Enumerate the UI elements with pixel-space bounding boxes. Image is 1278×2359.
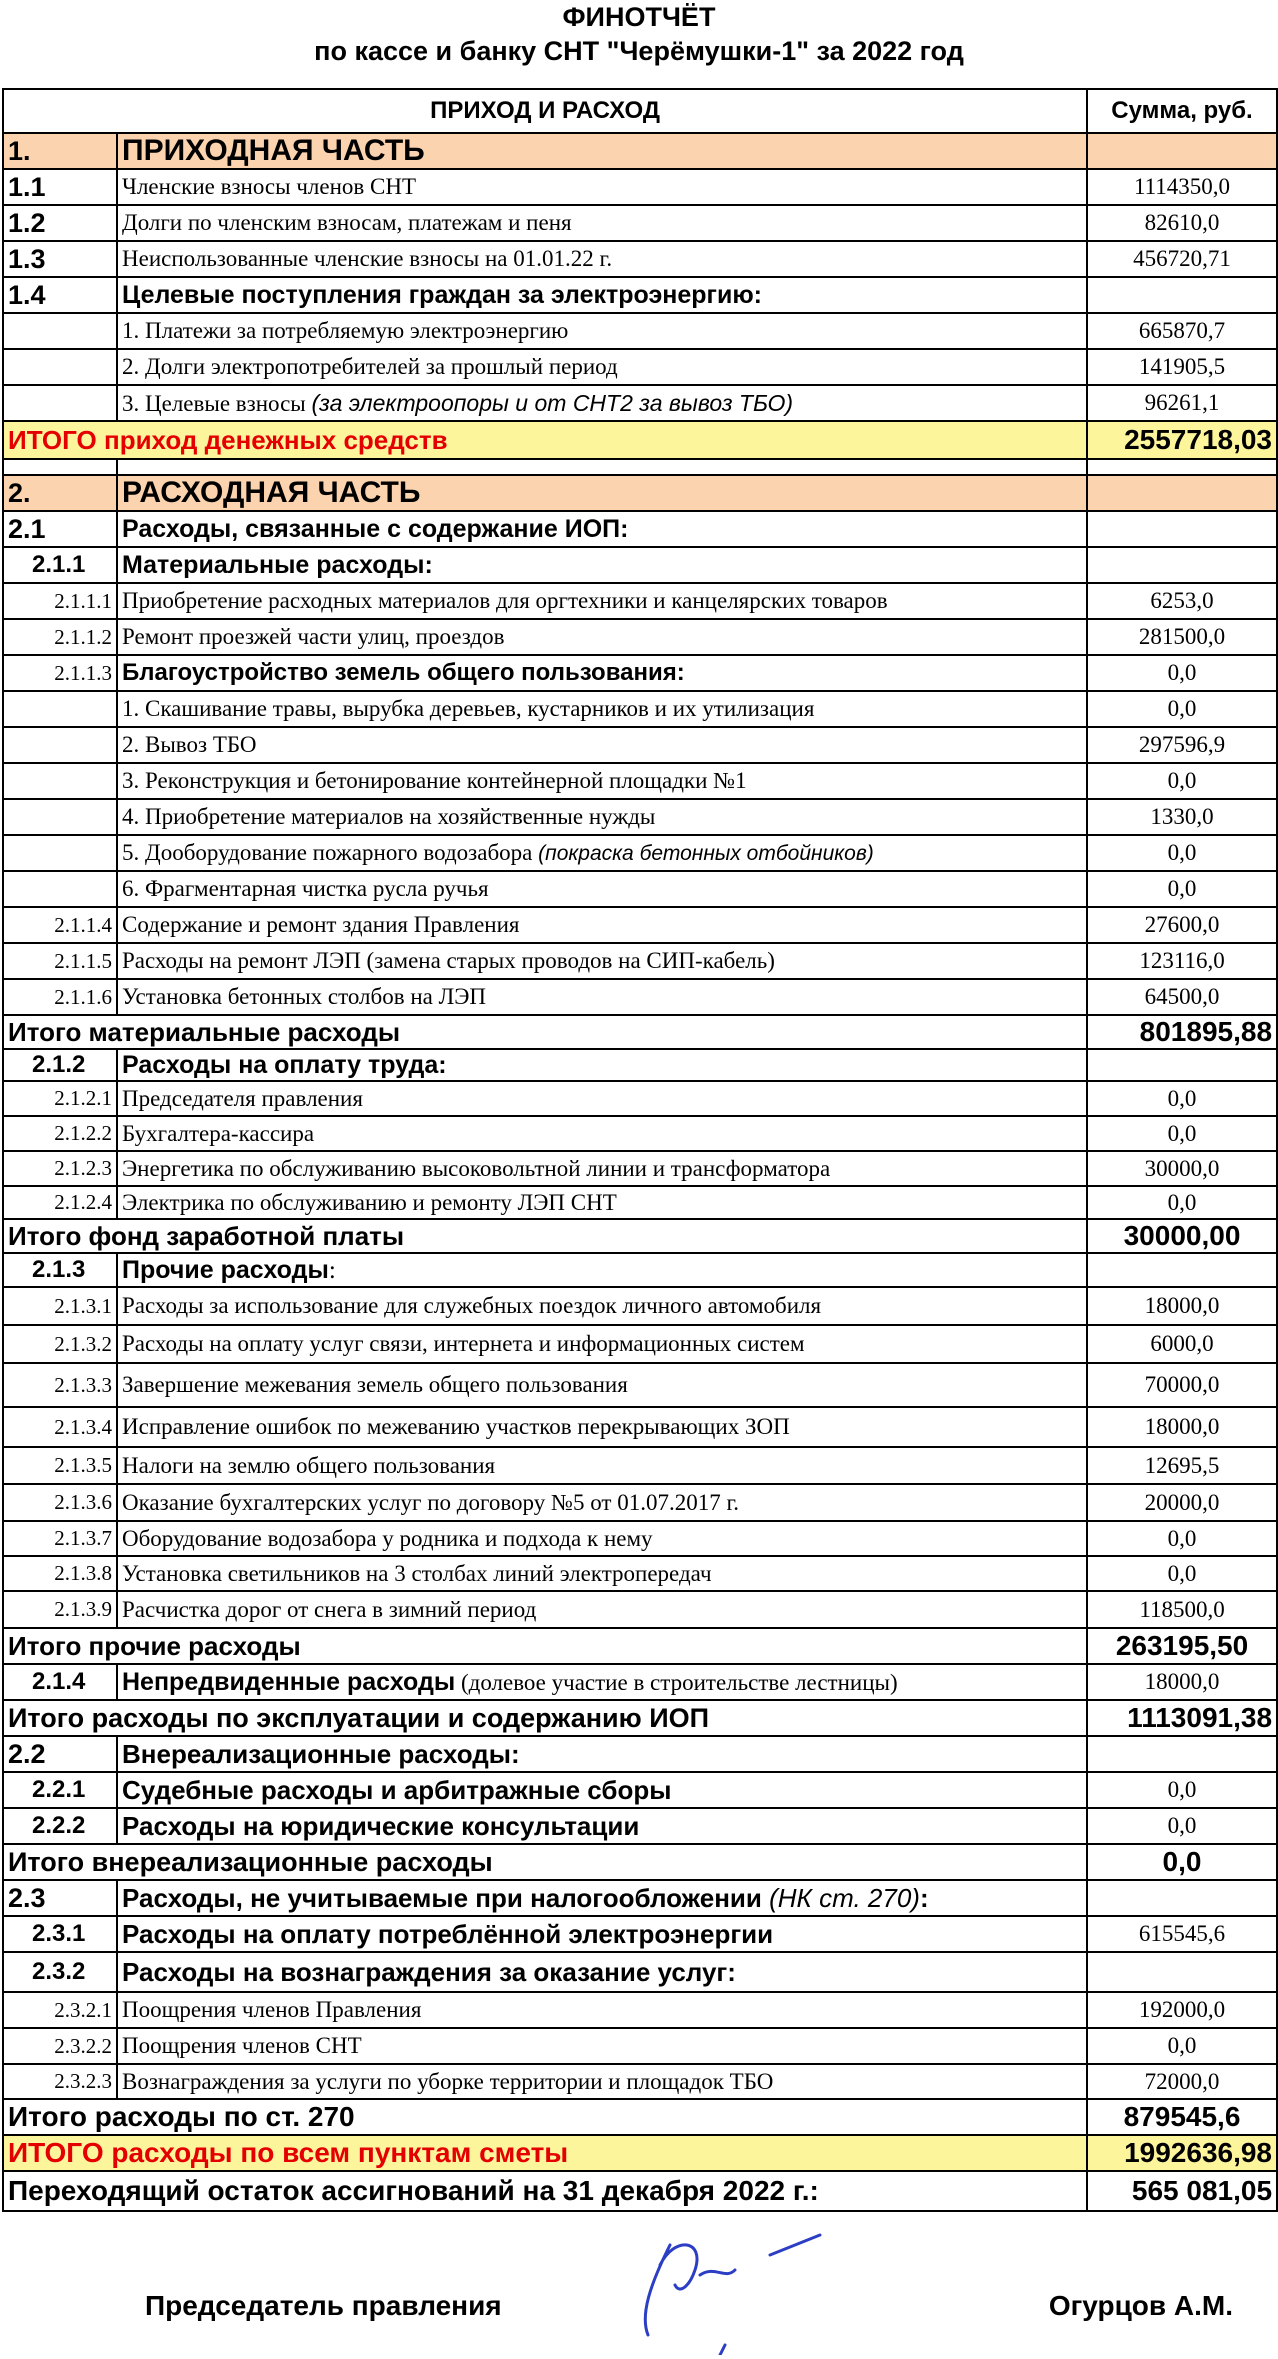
row-code: 2.1.2.1 [3, 1081, 117, 1116]
header-sum: Сумма, руб. [1087, 89, 1277, 133]
table-row [3, 1591, 1277, 1628]
table-row [3, 1664, 1277, 1700]
table-row [3, 547, 1277, 583]
row-label: Целевые поступления граждан за электроэнергию: [117, 277, 1087, 313]
row-code: 2.1.1.5 [3, 943, 117, 979]
row-label: Расходы на вознаграждения за оказание услуг: [117, 1952, 1087, 1992]
row-code: 2.1.3.3 [3, 1363, 117, 1407]
row-value: 18000,0 [1087, 1664, 1277, 1700]
row-label: Расходы на юридические консультации [117, 1808, 1087, 1844]
row-label: Расходы на оплату труда: [117, 1049, 1087, 1081]
row-label: Содержание и ремонт здания Правления [117, 907, 1087, 943]
row-note: (покраска бетонных отбойников) [538, 842, 874, 865]
row-value: 0,0 [1087, 655, 1277, 691]
table-row [3, 1772, 1277, 1808]
subtotal-value: 263195,50 [1087, 1628, 1277, 1664]
row-code: 2.2.1 [3, 1772, 117, 1808]
balance-row [3, 2171, 1277, 2211]
row-label: Оборудование водозабора у родника и подхода к нему [117, 1521, 1087, 1556]
subtotal-value: 801895,88 [1087, 1015, 1277, 1049]
row-value: 6000,0 [1087, 1325, 1277, 1363]
table-row [3, 1992, 1277, 2028]
row-value: 20000,0 [1087, 1484, 1277, 1521]
row-label: Бухгалтера-кассира [117, 1116, 1087, 1151]
row-label: Расходы на оплату потреблённой электроэнергии [117, 1916, 1087, 1952]
row-label: Налоги на землю общего пользования [117, 1447, 1087, 1484]
table-row [3, 1808, 1277, 1844]
row-label: Завершение межевания земель общего пользования [117, 1363, 1087, 1407]
row-code: 2.1.3.9 [3, 1591, 117, 1628]
row-code: 2.1.3.7 [3, 1521, 117, 1556]
row-label: Исправление ошибок по межеванию участков перекрывающих ЗОП [117, 1407, 1087, 1447]
row-label: 1. Скашивание травы, вырубка деревьев, кустарников и их утилизация [117, 691, 1087, 727]
section-income [3, 133, 1277, 169]
row-label: 1. Платежи за потребляемую электроэнергию [117, 313, 1087, 349]
subtotal-row [3, 1219, 1277, 1253]
row-value: 96261,1 [1087, 385, 1277, 421]
table-row [3, 1186, 1277, 1219]
row-code: 1.1 [3, 169, 117, 205]
row-code: 2.3.1 [3, 1916, 117, 1952]
row-code: 2.1.2.3 [3, 1151, 117, 1186]
row-code: 2.2.2 [3, 1808, 117, 1844]
row-code: 2.3.2.2 [3, 2028, 117, 2064]
row-label: 4. Приобретение материалов на хозяйственные нужды [117, 799, 1087, 835]
table-row [3, 583, 1277, 619]
row-label: Оказание бухгалтерских услуг по договору №5 от 01.07.2017 г. [117, 1484, 1087, 1521]
row-label: Ремонт проезжей части улиц, проездов [117, 619, 1087, 655]
table-row [3, 907, 1277, 943]
balance-value: 565 081,05 [1087, 2171, 1277, 2211]
row-value: 0,0 [1087, 1556, 1277, 1591]
row-label: Расходы на оплату услуг связи, интернета и информационных систем [117, 1325, 1087, 1363]
subtotal-label: Итого расходы по эксплуатации и содержанию ИОП [3, 1700, 1087, 1736]
table-row [3, 979, 1277, 1015]
chairman-title: Председатель правления [145, 2290, 502, 2321]
table-row [3, 511, 1277, 547]
expense-total-row [3, 2135, 1277, 2171]
row-value: 30000,0 [1087, 1151, 1277, 1186]
row-code: 2.1.2 [3, 1049, 117, 1081]
balance-label: Переходящий остаток ассигнований на 31 декабря 2022 г.: [3, 2171, 1087, 2211]
income-total-value: 2557718,03 [1087, 421, 1277, 459]
row-label: Электрика по обслуживанию и ремонту ЛЭП СНТ [117, 1186, 1087, 1219]
table-row [3, 1407, 1277, 1447]
row-label: Неиспользованные членские взносы на 01.01.22 г. [117, 241, 1087, 277]
row-label-text: 5. Дооборудование пожарного водозабора [122, 840, 539, 865]
row-code: 1.3 [3, 241, 117, 277]
row-code: 2.1.3.1 [3, 1287, 117, 1325]
row-value: 0,0 [1087, 835, 1277, 871]
row-label: Энергетика по обслуживанию высоковольтной линии и трансформатора [117, 1151, 1087, 1186]
row-label: 6. Фрагментарная чистка русла ручья [117, 871, 1087, 907]
table-row [3, 1253, 1277, 1287]
table-row [3, 655, 1277, 691]
row-value: 118500,0 [1087, 1591, 1277, 1628]
report-title: ФИНОТЧЁТ [562, 2, 716, 32]
finance-table [2, 88, 1278, 2212]
row-label: Расходы, связанные с содержание ИОП: [117, 511, 1087, 547]
row-label [117, 385, 1087, 421]
subtotal-row [3, 1628, 1277, 1664]
table-row [3, 1116, 1277, 1151]
row-code: 2.3.2.1 [3, 1992, 117, 2028]
subtotal-row [3, 1844, 1277, 1880]
row-label: Расчистка дорог от снега в зимний период [117, 1591, 1087, 1628]
table-row [3, 2064, 1277, 2099]
spacer-row [3, 459, 1277, 475]
chairman-name: Огурцов А.М. [1048, 2290, 1233, 2321]
table-row [3, 1447, 1277, 1484]
income-total-row [3, 421, 1277, 459]
row-code: 2.1.1.2 [3, 619, 117, 655]
row-value: 72000,0 [1087, 2064, 1277, 2099]
table-row [3, 1556, 1277, 1591]
income-total-label: ИТОГО приход денежных средств [3, 421, 1087, 459]
row-code: 2.1.2.2 [3, 1116, 117, 1151]
section-code: 2. [3, 475, 117, 511]
row-code: 2.3.2.3 [3, 2064, 117, 2099]
row-value: 0,0 [1087, 1521, 1277, 1556]
subtotal-row [3, 1015, 1277, 1049]
table-row [3, 385, 1277, 421]
expense-total-value: 1992636,98 [1087, 2135, 1277, 2171]
row-code: 2.1.1.3 [3, 655, 117, 691]
row-label: Внереализационные расходы: [117, 1736, 1087, 1772]
row-label: Установка светильников на 3 столбах линий электропередач [117, 1556, 1087, 1591]
subtotal-label: Итого расходы по ст. 270 [3, 2099, 1087, 2135]
row-value: 18000,0 [1087, 1287, 1277, 1325]
row-code: 1.2 [3, 205, 117, 241]
row-label: Председателя правления [117, 1081, 1087, 1116]
row-code: 2.1.3.4 [3, 1407, 117, 1447]
row-code: 2.1.1 [3, 547, 117, 583]
row-label [117, 1664, 1087, 1700]
table-row [3, 799, 1277, 835]
row-code: 2.1.3 [3, 1253, 117, 1287]
row-label: Материальные расходы: [117, 547, 1087, 583]
row-label: 2. Долги электропотребителей за прошлый период [117, 349, 1087, 385]
row-label: Вознаграждения за услуги по уборке территории и площадок ТБО [117, 2064, 1087, 2099]
table-row [3, 169, 1277, 205]
subtotal-row [3, 1700, 1277, 1736]
row-code: 2.1.3.5 [3, 1447, 117, 1484]
row-value: 0,0 [1087, 1116, 1277, 1151]
row-code: 2.1.3.6 [3, 1484, 117, 1521]
row-label [117, 1253, 1087, 1287]
section-code: 1. [3, 133, 117, 169]
row-label: Расходы на ремонт ЛЭП (замена старых проводов на СИП-кабель) [117, 943, 1087, 979]
section-expense [3, 475, 1277, 511]
row-value: 27600,0 [1087, 907, 1277, 943]
subtotal-value: 0,0 [1087, 1844, 1277, 1880]
row-label-text: Расходы, не учитываемые при налогообложении [122, 1882, 770, 1913]
row-label: Расходы за использование для служебных поездок личного автомобиля [117, 1287, 1087, 1325]
row-value: 192000,0 [1087, 1992, 1277, 2028]
row-label: Поощрения членов Правления [117, 1992, 1087, 2028]
row-label: 3. Реконструкция и бетонирование контейнерной площадки №1 [117, 763, 1087, 799]
table-row [3, 835, 1277, 871]
row-value: 0,0 [1087, 2028, 1277, 2064]
table-row [3, 313, 1277, 349]
row-code: 2.1.4 [3, 1664, 117, 1700]
row-label: Установка бетонных столбов на ЛЭП [117, 979, 1087, 1015]
expense-total-label: ИТОГО расходы по всем пунктам сметы [3, 2135, 1087, 2171]
row-code: 2.1.3.8 [3, 1556, 117, 1591]
row-code: 2.1.1.4 [3, 907, 117, 943]
table-row [3, 727, 1277, 763]
row-value: 123116,0 [1087, 943, 1277, 979]
subtotal-label: Итого материальные расходы [3, 1015, 1087, 1049]
table-row [3, 241, 1277, 277]
table-row [3, 1081, 1277, 1116]
row-code: 2.1.1.6 [3, 979, 117, 1015]
row-value: 6253,0 [1087, 583, 1277, 619]
row-value: 0,0 [1087, 691, 1277, 727]
row-code: 2.1.3.2 [3, 1325, 117, 1363]
row-value: 615545,6 [1087, 1916, 1277, 1952]
row-colon: : [919, 1882, 929, 1913]
header-item: ПРИХОД И РАСХОД [3, 89, 1087, 133]
table-row [3, 1325, 1277, 1363]
row-code: 2.3 [3, 1880, 117, 1916]
row-code: 2.1 [3, 511, 117, 547]
report-subtitle: по кассе и банку СНТ "Черёмушки-1" за 2022 год [314, 36, 964, 66]
row-label [117, 1880, 1087, 1916]
signature-image [620, 2225, 860, 2355]
subtotal-value: 30000,00 [1087, 1219, 1277, 1253]
section-title: ПРИХОДНАЯ ЧАСТЬ [117, 133, 1087, 169]
subtotal-label: Итого внереализационные расходы [3, 1844, 1087, 1880]
table-row [3, 277, 1277, 313]
table-row [3, 1363, 1277, 1407]
row-label [117, 835, 1087, 871]
row-value: 456720,71 [1087, 241, 1277, 277]
row-value: 1114350,0 [1087, 169, 1277, 205]
row-note: (долевое участие в строительстве лестницы) [455, 1669, 898, 1695]
row-value: 18000,0 [1087, 1407, 1277, 1447]
row-value: 82610,0 [1087, 205, 1277, 241]
row-label: Членские взносы членов СНТ [117, 169, 1087, 205]
table-row [3, 205, 1277, 241]
subtotal-value: 1113091,38 [1087, 1700, 1277, 1736]
row-value: 297596,9 [1087, 727, 1277, 763]
row-label: Приобретение расходных материалов для оргтехники и канцелярских товаров [117, 583, 1087, 619]
row-note: (НК ст. 270) [769, 1882, 920, 1913]
table-row [3, 1484, 1277, 1521]
row-value: 70000,0 [1087, 1363, 1277, 1407]
table-row [3, 2028, 1277, 2064]
table-row [3, 349, 1277, 385]
row-label: Поощрения членов СНТ [117, 2028, 1087, 2064]
row-value: 64500,0 [1087, 979, 1277, 1015]
table-row [3, 1880, 1277, 1916]
row-label: 2. Вывоз ТБО [117, 727, 1087, 763]
row-label: Судебные расходы и арбитражные сборы [117, 1772, 1087, 1808]
table-row [3, 763, 1277, 799]
table-row [3, 1287, 1277, 1325]
row-value: 0,0 [1087, 1081, 1277, 1116]
table-row [3, 1049, 1277, 1081]
row-code: 2.3.2 [3, 1952, 117, 1992]
row-value: 0,0 [1087, 763, 1277, 799]
row-value: 281500,0 [1087, 619, 1277, 655]
row-code: 2.2 [3, 1736, 117, 1772]
row-label: Благоустройство земель общего пользования: [117, 655, 1087, 691]
subtotal-value: 879545,6 [1087, 2099, 1277, 2135]
table-header [3, 89, 1277, 133]
subtotal-label: Итого прочие расходы [3, 1628, 1087, 1664]
row-label-text: Прочие расходы [122, 1255, 329, 1284]
row-value: 1330,0 [1087, 799, 1277, 835]
row-code: 2.1.2.4 [3, 1186, 117, 1219]
row-label-text: 3. Целевые взносы [122, 390, 312, 416]
row-value: 12695,5 [1087, 1447, 1277, 1484]
row-colon: : [328, 1256, 336, 1284]
subtotal-label: Итого фонд заработной платы [3, 1219, 1087, 1253]
row-value: 665870,7 [1087, 313, 1277, 349]
subtotal-row [3, 2099, 1277, 2135]
table-row [3, 1151, 1277, 1186]
row-value: 0,0 [1087, 1808, 1277, 1844]
row-value: 0,0 [1087, 1772, 1277, 1808]
table-row [3, 1736, 1277, 1772]
row-value: 141905,5 [1087, 349, 1277, 385]
row-code: 2.1.1.1 [3, 583, 117, 619]
row-value: 0,0 [1087, 871, 1277, 907]
table-row [3, 1916, 1277, 1952]
table-row [3, 1521, 1277, 1556]
row-label-text: Непредвиденные расходы [122, 1667, 456, 1696]
table-row [3, 871, 1277, 907]
section-title: РАСХОДНАЯ ЧАСТЬ [117, 475, 1087, 511]
row-label: Долги по членским взносам, платежам и пеня [117, 205, 1087, 241]
row-code: 1.4 [3, 277, 117, 313]
table-row [3, 691, 1277, 727]
table-row [3, 943, 1277, 979]
row-note: (за электроопоры и от СНТ2 за вывоз ТБО) [311, 389, 793, 416]
table-row [3, 1952, 1277, 1992]
table-row [3, 619, 1277, 655]
row-value: 0,0 [1087, 1186, 1277, 1219]
